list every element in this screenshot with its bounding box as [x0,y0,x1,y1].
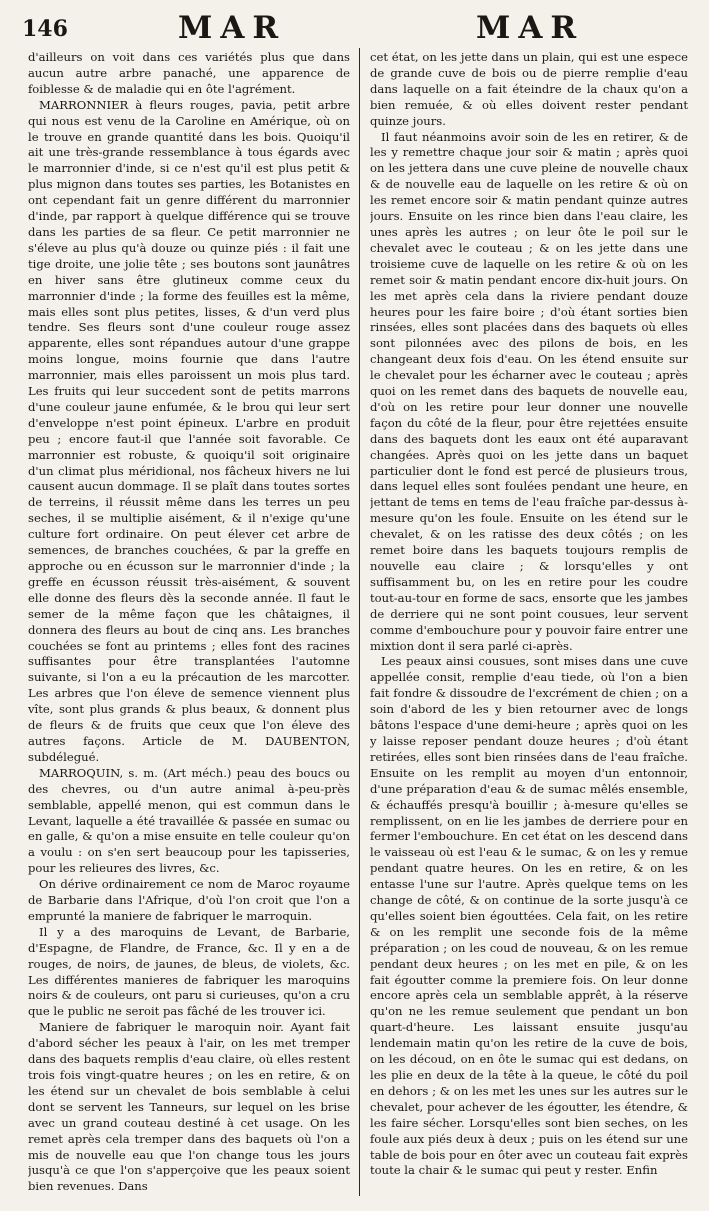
running-head-left: MAR [178,10,287,46]
paragraph: d'ailleurs on voit dans ces variétés plus que dans aucun autre arbre panaché, une apparence de foiblesse & de maladie qui en ôte l'agrément. [28,50,350,96]
left-column [28,50,350,1200]
paragraph: MARROQUIN, s. m. (Art méch.) peau des boucs ou des chevres, ou d'un autre animal à-peu-près semblable, appellé menon, qui est commun dans le Levant, laquelle a été travaillée & passée en sumac ou en galle, & qu'on a mise ensuite en telle couleur qu'on a voulu : on s'en sert beaucoup pour les tapisseries, pour les relieures des livres, &c. [28,765,350,876]
paragraph: MARRONNIER à fleurs rouges, pavia, petit arbre qui nous est venu de la Caroline en Amérique, où on le trouve en grande quantité dans les bois. Quoiqu'il ait une très-grande ressemblance à tous égards avec le marronnier d'inde, si ce n'est qu'il est plus petit & plus mignon dans toutes ses parties, les Botanistes en ont cependant fait un genre différent du marronnier d'inde, par rapport à quelque différence qui se trouve dans les parties de sa fleur. Ce petit marronnier ne s'éleve au plus qu'à douze ou quinze piés : il fait une tige droite, une jolie tête ; ses boutons sont jaunâtres en hiver sans être glutineux comme ceux du marronnier d'inde ; la forme des feuilles est la même, mais elles sont plus petites, lisses, & d'un verd plus tendre. Ses fleurs sont d'une couleur rouge assez apparente, elles sont répandues autour d'une grappe moins longue, moins fournie que dans l'autre marronnier, mais elles paroissent un mois plus tard. Les fruits qui leur succedent sont de petits marrons d'une couleur jaune enfumée, & le brou qui leur sert d'enveloppe n'est point épineux. L'arbre en produit peu ; encore faut-il que l'année soit favorable. Ce marronnier est robuste, & quoiqu'il soit originaire d'un climat plus méridional, nos fâcheux hivers ne lui causent aucun dommage. Il se plaît dans toutes sortes de terreins, il réussit même dans les terres un peu seches, il se multiplie aisément, & il n'exige qu'une culture fort ordinaire. On peut élever cet arbre de semences, de branches couchées, & par la greffe en approche ou en écusson sur le marronnier d'inde ; la greffe en écusson réussit très-aisément, & souvent elle donne des fleurs dès la seconde année. Il faut le semer de la même façon que les châtaignes, il donnera des fleurs au bout de cinq ans. Les branches couchées se font au printems ; elles font des racines suffisantes pour être transplantées l'automne suivante, si l'on a eu la précaution de les marcotter. Les arbres que l'on éleve de semence viennent plus vîte, sont plus grands & plus beaux, & donnent plus de fleurs & de fruits que ceux que l'on éleve des autres façons. Article de M. DAUBENTON, subdélegué. [28,97,350,764]
page-header [0,10,709,46]
paragraph: Il y a des maroquins de Levant, de Barbarie, d'Espagne, de Flandre, de France, &c. Il y en a de rouges, de noirs, de jaunes, de bleus, de violets, &c. Les différentes manieres de fabriquer les maroquins noirs & de couleurs, ont paru si curieuses, qu'on a cru que le public ne seroit pas fâché de les trouver ici. [28,924,350,1019]
paragraph: cet état, on les jette dans un plain, qui est une espece de grande cuve de bois ou de pierre remplie d'eau dans laquelle on a fait éteindre de la chaux qu'on a bien remuée, & où elles doivent rester pendant quinze jours. [370,50,688,128]
column-rule [359,48,360,1196]
paragraph: On dérive ordinairement ce nom de Maroc royaume de Barbarie dans l'Afrique, d'où l'on croit que l'on a emprunté la maniere de fabriquer le marroquin. [28,877,350,923]
running-head-right: MAR [476,10,585,46]
page-number: 146 [22,16,68,42]
paragraph: Les peaux ainsi cousues, sont mises dans une cuve appellée consit, remplie d'eau tiede, où l'on a bien fait fondre & dissoudre de l'excrément de chien ; on a soin d'abord de les y bien retourner avec de longs bâtons l'espace d'une demi-heure ; après quoi on les y laisse reposer pendant douze heures ; d'où étant retirées, elles sont bien rinsées dans de l'eau fraîche. Ensuite on les remplit au moyen d'un entonnoir, d'une préparation d'eau & de sumac mêlés ensemble, & échauffés presqu'à bouillir ; à-mesure qu'elles se remplissent, on en lie les jambes de derriere pour en fermer l'embouchure. En cet état on les descend dans le vaisseau où est l'eau & le sumac, & on les y remue pendant quatre heures. On les en retire, & on les entasse l'une sur l'autre. Après quelque tems on les change de côté, & on continue de la sorte jusqu'à ce qu'elles soient bien égouttées. Cela fait, on les retire & on les remplit une seconde fois de la même préparation ; on les coud de nouveau, & on les remue pendant deux heures ; on les met en pile, & on les fait égoutter comme la premiere fois. On leur donne encore après cela un semblable apprêt, à la réserve qu'on ne les remue seulement que pendant un bon quart-d'heure. Les laissant ensuite jusqu'au lendemain matin qu'on les retire de la cuve de bois, on les découd, on en ôte le sumac qui est dedans, on les plie en deux de la tête à la queue, le côté du poil en dehors ; & on les met les unes sur les autres sur le chevalet, pour achever de les égoutter, les étendre, & les faire sécher. Lorsqu'elles sont bien seches, on les foule aux piés deux à deux ; puis on les étend sur une table de bois pour en ôter avec un couteau fait exprès toute la chair & le sumac qui peut y rester. Enfin [370,654,688,1178]
paragraph: Maniere de fabriquer le maroquin noir. Ayant fait d'abord sécher les peaux à l'air, on les met tremper dans des baquets remplis d'eau claire, où elles restent trois fois vingt-quatre heures ; on les en retire, & on les étend sur un chevalet de bois semblable à celui dont se servent les Tanneurs, sur lequel on les brise avec un grand couteau destiné à cet usage. On les remet après cela tremper dans des baquets où l'on a mis de nouvelle eau que l'on change tous les jours jusqu'à ce que l'on s'apperçoive que les peaux soient bien revenues. Dans [28,1020,350,1194]
right-column [370,50,688,1200]
paragraph: Il faut néanmoins avoir soin de les en retirer, & de les y remettre chaque jour soir & matin ; après quoi on les jettera dans une cuve pleine de nouvelle chaux & de nouvelle eau de laquelle on les retire & où on les remet encore soir & matin pendant quinze autres jours. Ensuite on les rince bien dans l'eau claire, les unes après les autres ; on leur ôte le poil sur le chevalet avec le couteau ; & on les jette dans une troisieme cuve de laquelle on les retire & où on les remet soir & matin pendant encore dix-huit jours. On les met après cela dans la riviere pendant douze heures pour les faire boire ; d'où étant sorties bien rinsées, elles sont placées dans des baquets où elles sont pilonnées avec des pilons de bois, en les changeant deux fois d'eau. On les étend ensuite sur le chevalet pour les écharner avec le couteau ; après quoi on les remet dans des baquets de nouvelle eau, d'où on les retire pour leur donner une nouvelle façon du côté de la fleur, pour être rejettées ensuite dans des baquets dont les eaux ont été auparavant changées. Après quoi on les jette dans un baquet particulier dont le fond est percé de plusieurs trous, dans lequel elles sont foulées pendant une heure, en jettant de tems en tems de l'eau fraîche par-dessus à-mesure qu'on les foule. Ensuite on les étend sur le chevalet, & on les ratisse des deux côtés ; on les remet boire dans les baquets toujours remplis de nouvelle eau claire ; & lorsqu'elles y ont suffisamment bu, on les en retire pour les coudre tout-au-tour en forme de sacs, ensorte que les jambes de derriere qui ne sont point cousues, leur servent comme d'embouchure pour y pouvoir faire entrer une mixtion dont il sera parlé ci-après. [370,129,688,653]
